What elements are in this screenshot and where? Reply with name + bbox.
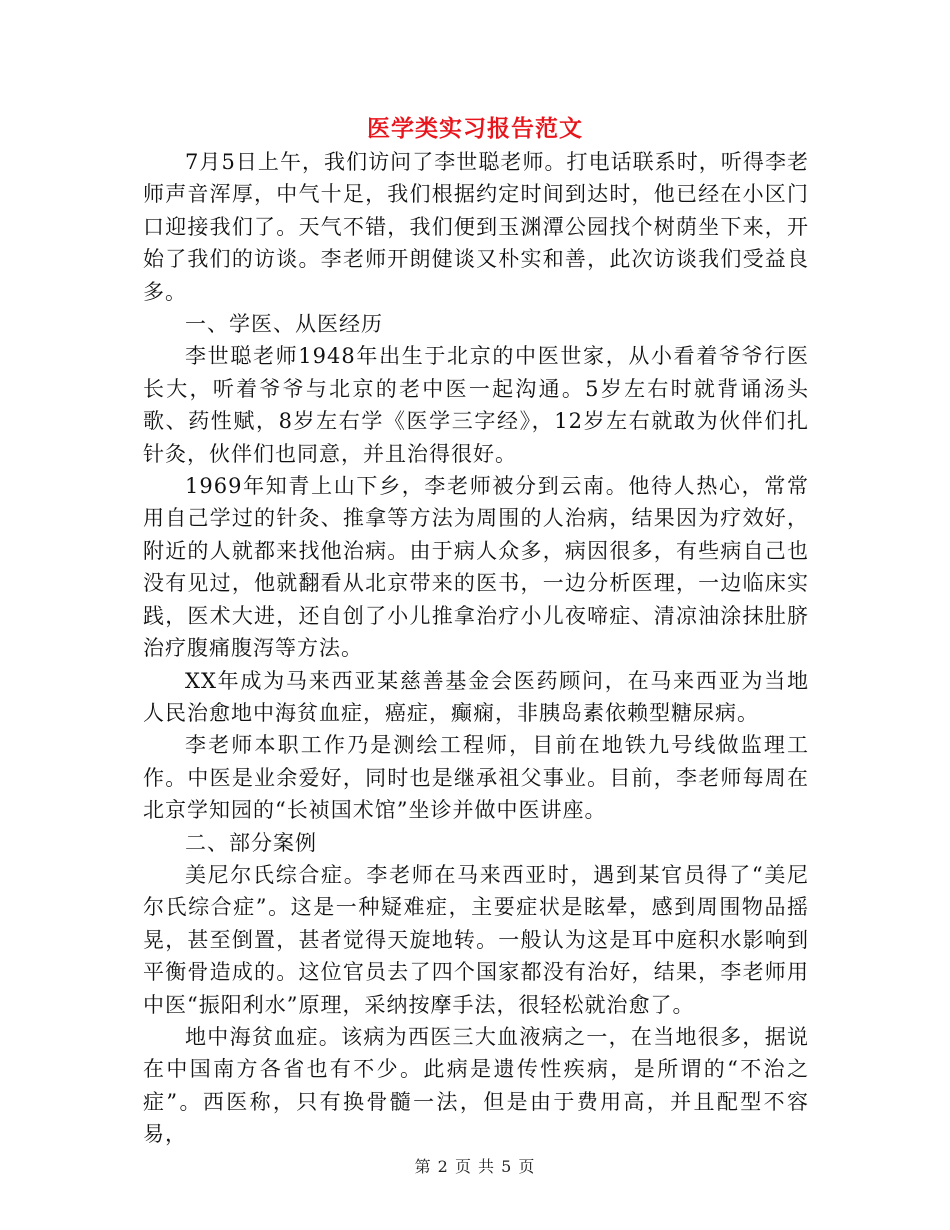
paragraph-yunnan: 1969年知青上山下乡，李老师被分到云南。他待人热心，常常用自己学过的针灸、推拿等方法为周围的人治病，结果因为疗效好，附近的人就都来找他治病。由于病人众多，病因很多，有些病自己也没有见过，他就翻看从北京带来的医书，一边分析医理，一边临床实践，医术大进，还自创了小儿推拿治疗小儿夜啼症、清凉油涂抹肚脐治疗腹痛腹泻等方法。: [143, 474, 809, 661]
document-body: [143, 146, 809, 1151]
paragraph-family-background: 李世聪老师1948年出生于北京的中医世家，从小看着爷爷行医长大，听着爷爷与北京的老中医一起沟通。5岁左右时就背诵汤头歌、药性赋，8岁左右学《医学三字经》，12岁左右就敢为伙伴们扎针灸，伙伴们也同意，并且治得很好。: [143, 344, 809, 466]
page-number-footer: [0, 1154, 950, 1177]
page-number-text: 第 2 页 共 5 页: [414, 1157, 536, 1176]
document-title: 医学类实习报告范文: [367, 115, 583, 142]
paragraph-meniere-case: 美尼尔氏综合症。李老师在马来西亚时，遇到某官员得了“美尼尔氏综合症”。这是一种疑难症，主要症状是眩晕，感到周围物品摇晃，甚至倒置，甚者觉得天旋地转。一般认为这是耳中庭积水影响到平衡骨造成的。这位官员去了四个国家都没有治好，结果，李老师用中医“振阳利水”原理，采纳按摩手法，很轻松就治愈了。: [143, 862, 809, 1017]
section-heading-experience: 一、学医、从医经历: [185, 312, 383, 337]
paragraph-profession: 李老师本职工作乃是测绘工程师，目前在地铁九号线做监理工作。中医是业余爱好，同时也是继承祖父事业。目前，李老师每周在北京学知园的“长祯国术馆”坐诊并做中医讲座。: [143, 733, 809, 823]
paragraph-intro: 7月5日上午，我们访问了李世聪老师。打电话联系时，听得李老师声音浑厚，中气十足，我们根据约定时间到达时，他已经在小区门口迎接我们了。天气不错，我们便到玉渊潭公园找个树荫坐下来，开始了我们的访谈。李老师开朗健谈又朴实和善，此次访谈我们受益良多。: [143, 150, 809, 304]
paragraph-thalassemia-case: 地中海贫血症。该病为西医三大血液病之一，在当地很多，据说在中国南方各省也有不少。此病是遗传性疾病，是所谓的“不治之症”。西医称，只有换骨髓一法，但是由于费用高，并且配型不容易，: [143, 1024, 809, 1147]
section-heading-cases: 二、部分案例: [185, 830, 317, 855]
paragraph-malaysia: XX年成为马来西亚某慈善基金会医药顾问，在马来西亚为当地人民治愈地中海贫血症，癌症，癫痫，非胰岛素依赖型糖尿病。: [143, 668, 809, 725]
